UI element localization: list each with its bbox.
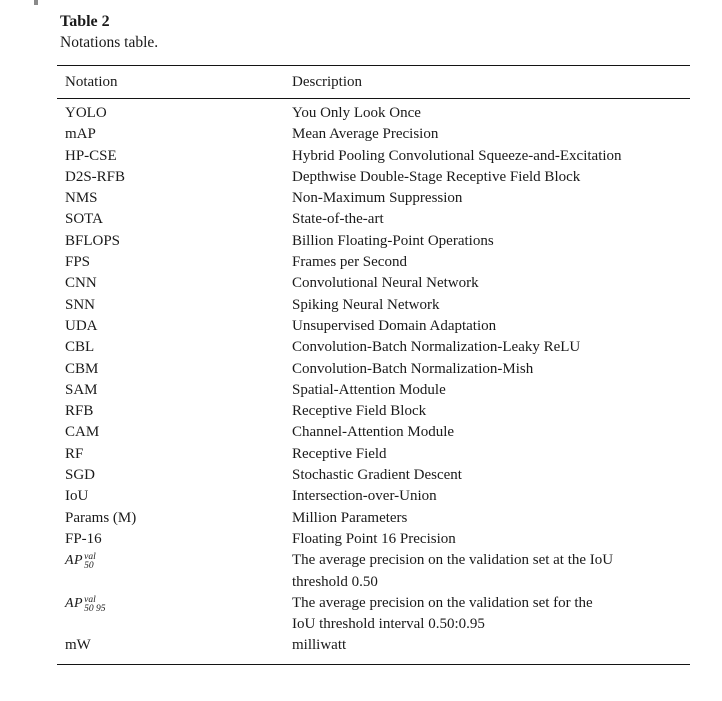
notation-cell: SGD xyxy=(65,467,96,484)
table-row xyxy=(57,146,690,167)
page-crop-artifact xyxy=(34,0,38,5)
notation-cell xyxy=(57,550,292,571)
notation-cell: FPS xyxy=(65,254,91,271)
table-row xyxy=(57,316,690,337)
table-row xyxy=(57,550,690,593)
notation-cell: UDA xyxy=(65,317,98,334)
table-row xyxy=(57,486,690,507)
table-bottom-rule xyxy=(57,664,690,665)
description-cell: Convolution-Batch Normalization-Mish xyxy=(292,360,534,377)
notation-cell: SAM xyxy=(65,381,98,398)
table-row xyxy=(57,380,690,401)
description-column-header: Description xyxy=(292,74,362,90)
notation-cell: NMS xyxy=(65,190,98,207)
table-row xyxy=(57,209,690,230)
description-cell: Non-Maximum Suppression xyxy=(292,190,463,207)
notation-cell: HP-CSE xyxy=(65,147,117,164)
math-base: AP xyxy=(65,595,84,611)
table-row xyxy=(57,252,690,273)
description-cell: Convolution-Batch Normalization-Leaky ReLU xyxy=(292,339,581,356)
table-row xyxy=(57,103,690,124)
math-subscript: 50 xyxy=(84,561,94,572)
notation-cell: CAM xyxy=(65,424,100,441)
description-cell: Spatial-Attention Module xyxy=(292,381,446,398)
table-body xyxy=(57,99,690,664)
notation-cell: D2S-RFB xyxy=(65,168,126,185)
notation-cell: Params (M) xyxy=(65,509,137,526)
table-row xyxy=(57,401,690,422)
description-cell: Frames per Second xyxy=(292,254,407,271)
table-row xyxy=(57,635,690,656)
notation-cell xyxy=(57,593,292,614)
table-row xyxy=(57,359,690,380)
description-cell: Depthwise Double-Stage Receptive Field Block xyxy=(292,168,581,185)
notation-cell: FP-16 xyxy=(65,530,102,547)
notation-cell: mAP xyxy=(65,126,96,143)
table-row xyxy=(57,508,690,529)
table-row xyxy=(57,337,690,358)
description-cell: Receptive Field xyxy=(292,445,387,462)
notation-cell: SNN xyxy=(65,296,96,313)
table-row xyxy=(57,465,690,486)
notation-cell: IoU xyxy=(65,488,89,505)
notation-cell: CBM xyxy=(65,360,99,377)
table-row xyxy=(57,444,690,465)
description-cell: Mean Average Precision xyxy=(292,126,439,143)
table-row xyxy=(57,273,690,294)
table-row xyxy=(57,422,690,443)
table-row xyxy=(57,124,690,145)
notation-cell: CNN xyxy=(65,275,97,292)
description-cell: You Only Look Once xyxy=(292,105,421,121)
table-caption xyxy=(60,12,158,54)
table-row xyxy=(57,167,690,188)
table-row xyxy=(57,231,690,252)
table-row xyxy=(57,188,690,209)
notation-cell: BFLOPS xyxy=(65,232,121,249)
math-base: AP xyxy=(65,553,84,569)
table-caption-title: Table 2 xyxy=(60,13,110,30)
notations-table xyxy=(57,65,690,665)
description-cell: Stochastic Gradient Descent xyxy=(292,467,462,484)
description-cell: milliwatt xyxy=(292,637,347,654)
description-cell: Floating Point 16 Precision xyxy=(292,530,456,547)
math-superscript: val xyxy=(84,552,96,563)
notation-cell: YOLO xyxy=(65,105,107,121)
math-notation xyxy=(65,593,105,614)
description-cell: Hybrid Pooling Convolutional Squeeze-and-Excitation xyxy=(292,147,622,164)
notation-cell: SOTA xyxy=(65,211,103,228)
math-subscript: 50 95 xyxy=(84,603,106,614)
notation-cell: mW xyxy=(65,637,91,654)
math-notation xyxy=(65,550,96,571)
math-scripts xyxy=(84,550,96,571)
description-cell: State-of-the-art xyxy=(292,211,384,228)
description-cell: The average precision on the validation set at the IoU threshold 0.50 xyxy=(292,552,614,590)
description-cell: Million Parameters xyxy=(292,509,408,526)
notation-column-header: Notation xyxy=(65,74,118,90)
notation-cell: CBL xyxy=(65,339,95,356)
table-row xyxy=(57,529,690,550)
table-header-row xyxy=(57,66,690,98)
description-cell: Intersection-over-Union xyxy=(292,488,437,505)
table-caption-subtitle: Notations table. xyxy=(60,34,159,51)
description-cell: Unsupervised Domain Adaptation xyxy=(292,317,497,334)
description-cell: Spiking Neural Network xyxy=(292,296,440,313)
math-superscript: val xyxy=(84,594,96,605)
description-cell: Convolutional Neural Network xyxy=(292,275,479,292)
description-cell: The average precision on the validation set for the IoU threshold interval 0.50:0.95 xyxy=(292,594,593,633)
description-cell: Billion Floating-Point Operations xyxy=(292,232,494,249)
math-scripts xyxy=(84,593,105,614)
description-cell: Channel-Attention Module xyxy=(292,424,455,441)
table-row xyxy=(57,593,690,636)
notation-cell: RFB xyxy=(65,403,94,420)
description-cell: Receptive Field Block xyxy=(292,403,427,420)
notation-cell: RF xyxy=(65,445,84,462)
table-row xyxy=(57,295,690,316)
